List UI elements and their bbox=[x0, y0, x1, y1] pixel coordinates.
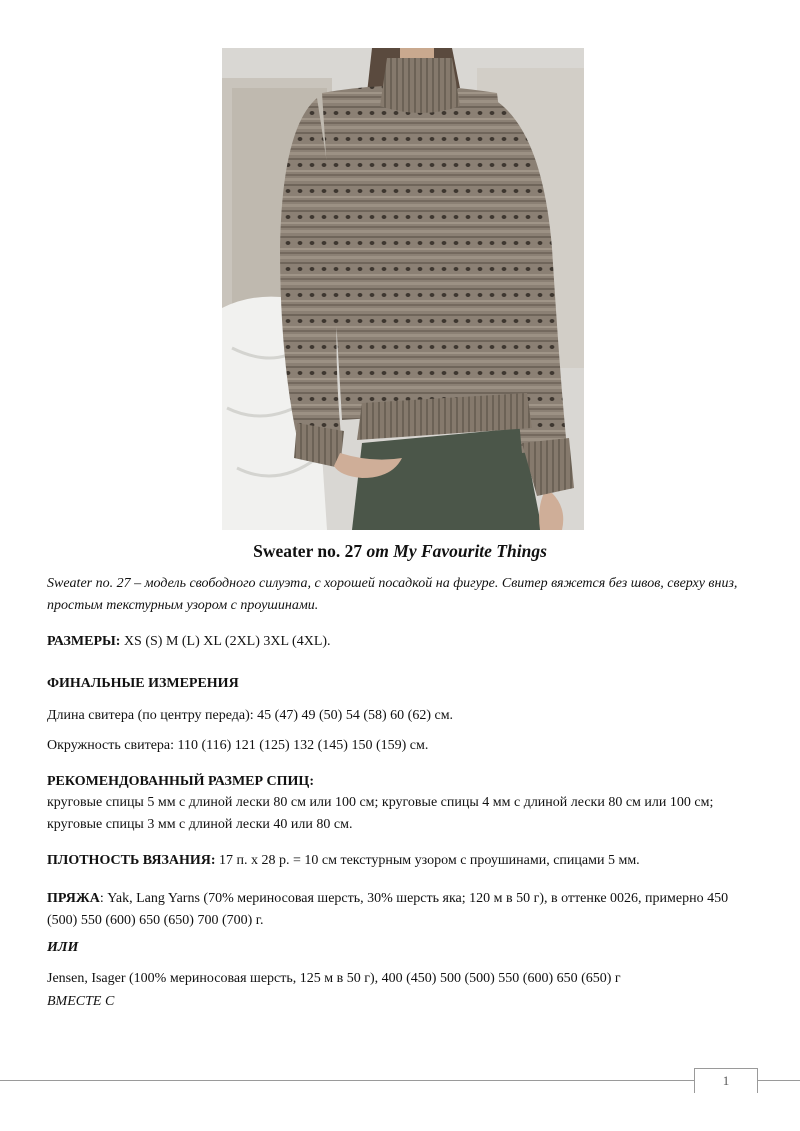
sweater-photo bbox=[222, 48, 584, 530]
yarn-label: ПРЯЖА bbox=[47, 891, 100, 906]
sizes-label: РАЗМЕРЫ: bbox=[47, 634, 121, 649]
sizes-value: XS (S) M (L) XL (2XL) 3XL (4XL). bbox=[120, 634, 331, 649]
circumference-line: Окружность свитера: 110 (116) 121 (125) 132 (145) 150 (159) см. bbox=[47, 738, 429, 753]
gauge-line bbox=[47, 850, 757, 872]
intro-paragraph: Sweater no. 27 – модель свободного силуэта, с хорошей посадкой на фигуре. Свитер вяжется без швов, сверху вниз, простым текстурным узором с проушинами. bbox=[47, 576, 738, 613]
pattern-title-designer: от My Favourite Things bbox=[366, 541, 547, 561]
yarn-alt: Jensen, Isager (100% мериносовая шерсть, 125 м в 50 г), 400 (450) 500 (500) 550 (600) 650 (650) г bbox=[47, 971, 621, 986]
pattern-title-main: Sweater no. 27 bbox=[253, 541, 363, 561]
sizes-line bbox=[47, 631, 757, 653]
gauge-label: ПЛОТНОСТЬ ВЯЗАНИЯ: bbox=[47, 853, 216, 868]
gauge-value: 17 п. х 28 р. = 10 см текстурным узором с проушинами, спицами 5 мм. bbox=[215, 853, 640, 868]
needles-text: круговые спицы 5 мм с длиной лески 80 см или 100 см; круговые спицы 4 мм с длиной лески 80 см или 100 см; круговые спицы 3 мм с длиной лески 40 или 80 см. bbox=[47, 795, 714, 832]
length-line: Длина свитера (по центру переда): 45 (47) 49 (50) 54 (58) 60 (62) см. bbox=[47, 708, 454, 723]
pattern-title bbox=[0, 541, 800, 562]
needles-heading: РЕКОМЕНДОВАННЫЙ РАЗМЕР СПИЦ: bbox=[47, 774, 314, 789]
footer-divider-right bbox=[757, 1080, 800, 1081]
footer-divider bbox=[0, 1080, 694, 1081]
yarn-value: : Yak, Lang Yarns (70% мериносовая шерсть, 30% шерсть яка; 120 м в 50 г), в оттенке 0026, примерно 450 (500) 550 (600) 650 (650) 700 (700) г. bbox=[47, 891, 729, 928]
yarn-or: ИЛИ bbox=[47, 940, 79, 955]
final-measurements-heading: ФИНАЛЬНЫЕ ИЗМЕРЕНИЯ bbox=[47, 676, 239, 691]
yarn-together: ВМЕСТЕ С bbox=[47, 994, 115, 1009]
page-number: 1 bbox=[694, 1068, 758, 1093]
yarn-line bbox=[47, 888, 757, 932]
